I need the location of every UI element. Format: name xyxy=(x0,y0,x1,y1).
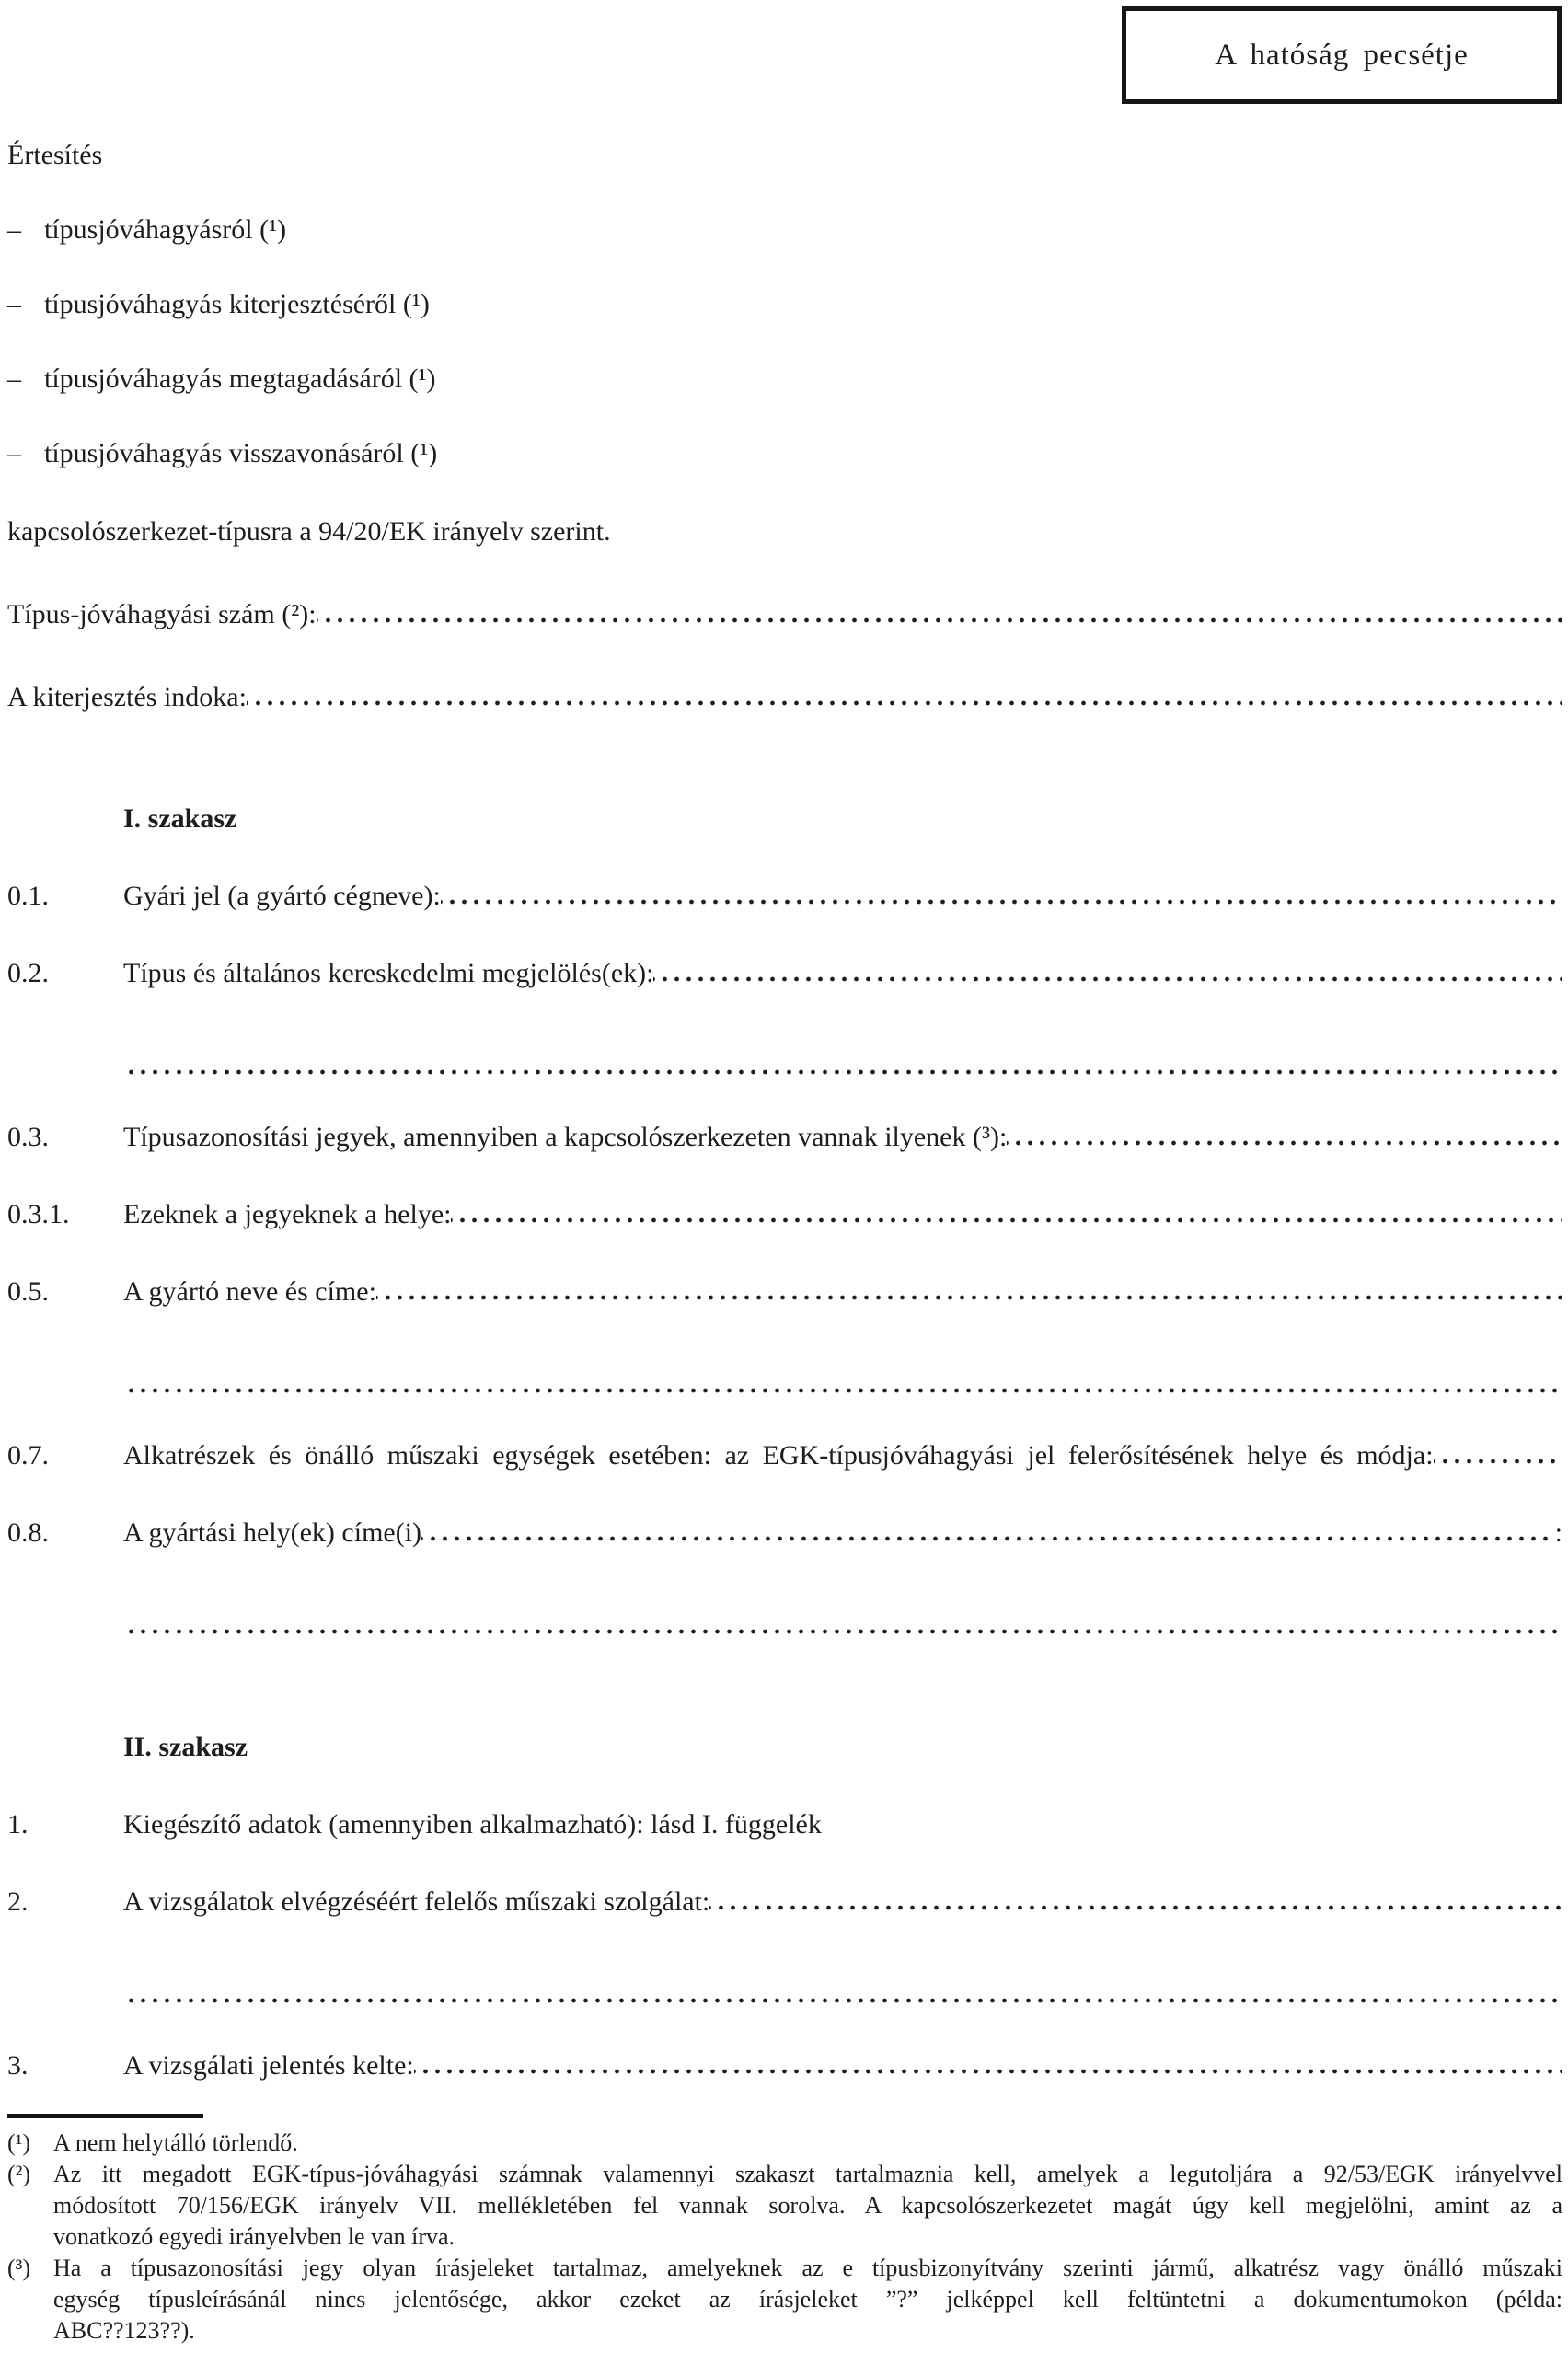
footnotes xyxy=(7,2128,1562,2347)
field-label: Típus-jóváhagyási szám (²): xyxy=(7,599,317,629)
dash-glyph: – xyxy=(7,214,21,245)
notice-item xyxy=(7,362,1562,396)
dotted-entry-line xyxy=(376,1275,1562,1309)
stamp-label: A hatóság pecsétje xyxy=(1215,38,1469,72)
dotted-blank-line xyxy=(123,1367,1562,1401)
footnote-line: A nem helytálló törlendő. xyxy=(53,2129,298,2156)
footnote-marker: (²) xyxy=(7,2161,31,2187)
dotted-entry-line xyxy=(123,1609,1562,1643)
footnote-line: Ha a típusazonosítási jegy olyan írásjeleket tartalmaz, amelyeknek az e típusbizonyítvány szerinti jármű, alkatrész vagy önálló műszaki xyxy=(53,2255,1562,2281)
footnote-line: ABC??123??). xyxy=(53,2317,195,2344)
notice-label: típusjóváhagyásról (¹) xyxy=(44,214,287,245)
form-item-row xyxy=(7,1885,1562,1919)
form-item-row xyxy=(7,1275,1562,1309)
dotted-blank-line xyxy=(123,1049,1562,1083)
footnote-line: módosított 70/156/EGK irányelv VII. mellékletében fel vannak sorolva. A kapcsolószerkezetet magát úgy kell megjelölni, amint az a xyxy=(53,2192,1562,2219)
item-number: 0.5. xyxy=(7,1276,49,1307)
item-label: Gyári jel (a gyártó cégneve): xyxy=(123,881,441,911)
footnote-marker: (³) xyxy=(7,2255,31,2281)
notice-label: típusjóváhagyás megtagadásáról (¹) xyxy=(44,363,436,394)
form-item-row xyxy=(7,1197,1562,1231)
footnote xyxy=(7,2253,1562,2347)
dotted-entry-line xyxy=(709,1885,1562,1919)
item-number: 3. xyxy=(7,2050,29,2081)
dash-glyph: – xyxy=(7,289,21,319)
dotted-blank-line xyxy=(123,1609,1562,1643)
section-heading: II. szakasz xyxy=(123,1732,248,1762)
item-label: A gyártó neve és címe: xyxy=(123,1276,376,1307)
item-number: 0.8. xyxy=(7,1517,49,1548)
form-item-row xyxy=(7,956,1562,990)
form-item-row xyxy=(7,2048,1562,2082)
footnote-line: Az itt megadott EGK-típus-jóváhagyási számnak valamennyi szakaszt tartalmaznia kell, amelyek a legutoljára a 92/53/EGK irányelvvel xyxy=(53,2161,1562,2187)
item-number: 0.3. xyxy=(7,1122,49,1152)
item-number: 2. xyxy=(7,1886,29,1917)
item-label: Alkatrészek és önálló műszaki egységek esetében: az EGK-típusjóváhagyási jel felerősítésének helye és módja: xyxy=(123,1440,1434,1471)
form-field-row xyxy=(7,597,1562,631)
item-label: A gyártási hely(ek) címe(i) xyxy=(123,1517,422,1548)
item-label: A vizsgálatok elvégzéséért felelős műszaki szolgálat: xyxy=(123,1886,710,1917)
notice-label: típusjóváhagyás kiterjesztéséről (¹) xyxy=(44,289,430,319)
item-label: A vizsgálati jelentés kelte: xyxy=(123,2050,414,2081)
dotted-entry-line xyxy=(247,680,1562,714)
dotted-entry-line xyxy=(123,1049,1562,1083)
form-item-row xyxy=(7,1438,1562,1472)
item-number: 1. xyxy=(7,1809,29,1840)
dotted-entry-line xyxy=(317,597,1562,631)
item-label: Ezeknek a jegyeknek a helye: xyxy=(123,1199,452,1229)
form-item-row xyxy=(7,879,1562,913)
footnote-separator xyxy=(7,2114,203,2118)
footnote-marker: (¹) xyxy=(7,2129,31,2156)
footnote-line: egység típusleírásánál nincs jelentősége, akkor ezeket az írásjeleket ”?” jelképpel kell feltüntetni a dokumentumokon (példa: xyxy=(53,2286,1562,2313)
authority-stamp-box xyxy=(1122,6,1562,104)
dotted-entry-line xyxy=(653,956,1562,990)
item-number: 0.1. xyxy=(7,881,49,911)
field-label: A kiterjesztés indoka: xyxy=(7,682,247,712)
footnote xyxy=(7,2159,1562,2253)
form-field-row xyxy=(7,680,1562,714)
item-label: Kiegészítő adatok (amennyiben alkalmazható): lásd I. függelék xyxy=(123,1809,822,1840)
item-number: 0.7. xyxy=(7,1440,49,1471)
dotted-entry-line xyxy=(1007,1120,1562,1154)
notice-item xyxy=(7,287,1562,321)
dotted-entry-line xyxy=(123,1978,1562,2012)
dash-glyph: – xyxy=(7,363,21,394)
dotted-entry-line xyxy=(123,1367,1562,1401)
dotted-entry-line xyxy=(414,2048,1562,2082)
item-label: Típus és általános kereskedelmi megjelölés(ek): xyxy=(123,958,654,988)
footnote xyxy=(7,2128,1562,2159)
dotted-entry-line xyxy=(451,1197,1562,1231)
subject-line: kapcsolószerkezet-típusra a 94/20/EK irányelv szerint. xyxy=(7,516,611,547)
document-title: Értesítés xyxy=(7,140,103,170)
dotted-blank-line xyxy=(123,1978,1562,2012)
form-item-row xyxy=(7,1120,1562,1154)
section-heading: I. szakasz xyxy=(123,803,237,834)
notice-item xyxy=(7,213,1562,247)
notice-item xyxy=(7,436,1562,470)
notice-label: típusjóváhagyás visszavonásáról (¹) xyxy=(44,438,438,468)
form-item-row xyxy=(7,1807,1562,1841)
item-label: Típusazonosítási jegyek, amennyiben a kapcsolószerkezeten vannak ilyenek (³): xyxy=(123,1122,1008,1152)
footnote-line: vonatkozó egyedi irányelvben le van írva. xyxy=(53,2223,455,2250)
dash-glyph: – xyxy=(7,438,21,468)
item-suffix: : xyxy=(1554,1517,1562,1548)
dotted-entry-line xyxy=(1434,1438,1562,1472)
item-number: 0.2. xyxy=(7,958,49,988)
form-item-row xyxy=(7,1516,1562,1550)
item-number: 0.3.1. xyxy=(7,1199,70,1229)
dotted-entry-line xyxy=(441,879,1562,913)
dotted-entry-line xyxy=(421,1516,1550,1550)
